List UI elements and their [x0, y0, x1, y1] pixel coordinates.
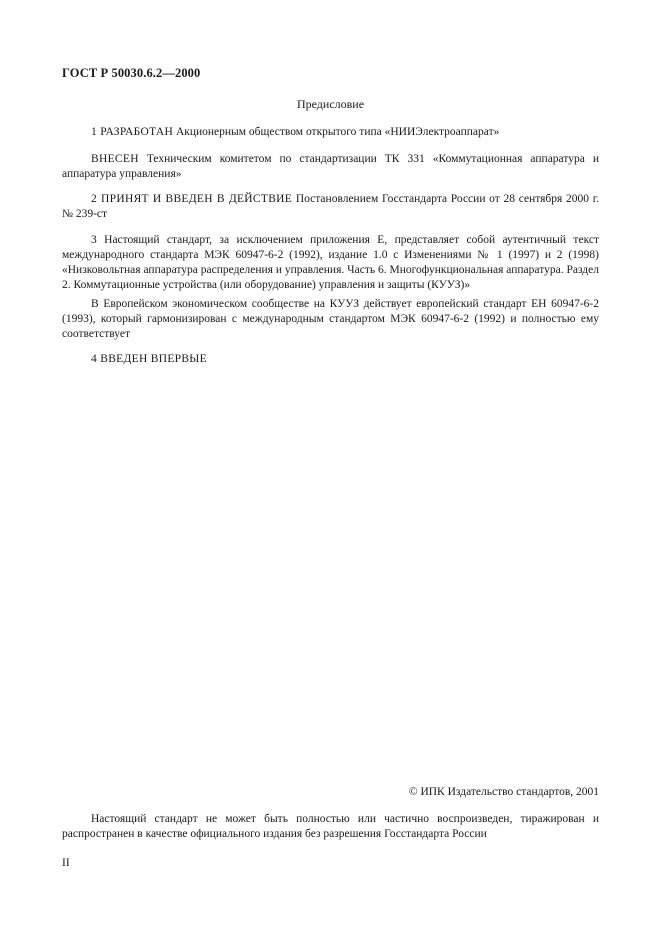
- paragraph-lead: 4 ВВЕДЕН ВПЕРВЫЕ: [91, 353, 207, 365]
- paragraph-standard-origin: [62, 233, 599, 293]
- page-title: Предисловие: [296, 97, 365, 111]
- standard-code: ГОСТ Р 50030.6.2—2000: [62, 66, 201, 80]
- paragraph-text: Акционерным обществом открытого типа «НИИЭлектроаппарат»: [173, 126, 500, 138]
- paragraph-text: Постановлением Госстандарта России от 28 сентября 2000 г. № 239-ст: [62, 193, 600, 220]
- paragraph-adopted: [62, 192, 599, 222]
- paragraph-first-introduced: [62, 352, 599, 367]
- reproduction-notice: Настоящий стандарт не может быть полностью или частично воспроизведен, тиражирован и распространен в качестве официального издания без разрешения Госстандарта России: [62, 813, 599, 840]
- paragraph-text: 3 Настоящий стандарт, за исключением приложения Е, представляет собой аутентичный текст международного стандарта МЭК 60947-6-2 (1992), издание 1.0 с Изменениями № 1 (1997) и 2 (1998) «Низковольтная аппаратура распределения и управления. Часть 6. Многофункциональная аппаратура. Раздел 2. Коммутационные устройства (или оборудование) управления и защиты (КУУЗ)»: [62, 234, 599, 291]
- paragraph-text: Техническим комитетом по стандартизации ТК 331 «Коммутационная аппаратура и аппаратура управления»: [62, 153, 599, 180]
- paragraph-lead: 2 ПРИНЯТ И ВВЕДЕН В ДЕЙСТВИЕ: [91, 193, 293, 205]
- paragraph-european-standard: [62, 297, 599, 342]
- paragraph-submitted: [62, 152, 599, 182]
- paragraph-text: В Европейском экономическом сообществе на КУУЗ действует европейский стандарт ЕН 60947-6-2 (1993), который гармонизирован с международным стандартом МЭК 60947-6-2 (1992) и полностью ему соответствует: [62, 298, 599, 340]
- copyright-line: © ИПК Издательство стандартов, 2001: [408, 786, 599, 798]
- paragraph-lead: 1 РАЗРАБОТАН: [91, 126, 174, 138]
- paragraph-developed: [62, 125, 599, 140]
- page-number: II: [62, 857, 70, 869]
- paragraph-lead: ВНЕСЕН: [91, 153, 139, 165]
